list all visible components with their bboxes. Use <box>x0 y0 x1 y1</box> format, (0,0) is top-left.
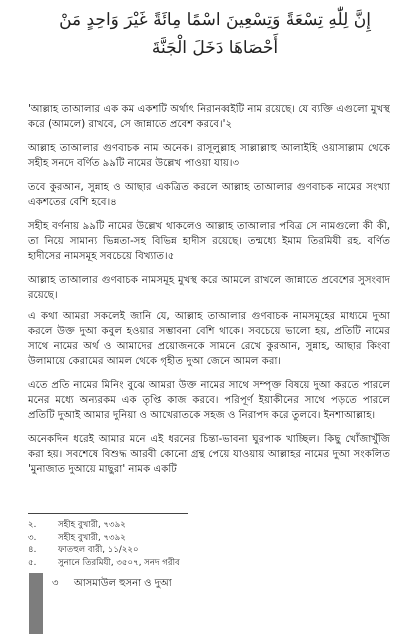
footnote-number: ৫. <box>28 557 37 568</box>
paragraph: তবে কুরআন, সুন্নাহ ও আছার একত্রিত করলে আল্লাহ তাআলার গুণবাচক নামের সংখ্যা একশতের বেশি হবে।৪ <box>28 182 390 208</box>
footnote-text: ফাতহুল বারী, ১১/২২০ <box>58 545 139 555</box>
footnote <box>28 519 328 532</box>
paragraph: এতে প্রতি নামের মিনিং বুঝে আমরা উক্ত নামের সাথে সম্পৃক্ত বিষয়ে দুআ করতে পারলে মনের মধ্যে অন্যরকম এক তৃপ্তি কাজ করবে। পরিপূর্ণ ইয়াকীনের সাথে পড়তে পারলে প্রতিটি দুআই আমার দুনিয়া ও আখেরাতকে সহজ ও নিরাপদ করে তুলবে। ইনশাআল্লাহ। <box>28 380 390 421</box>
footnote-number: ৪. <box>28 545 37 555</box>
footnote-text: সহীহ বুখারী, ৭৩৯২ <box>58 520 126 530</box>
paragraph: অনেকদিন ধরেই আমার মনে এই ধরনের চিন্তা-ভাবনা ঘুরপাক খাচ্ছিল। কিছু খোঁজাখুঁজি করা হয়। সবশেষে বিশুদ্ধ আরবী কোনো গ্রন্থ পেয়ে যাওয়ায় আল্লাহর নামের দুআ সংকলিত 'মুনাজাত দুআয়ে মাছুরা' নামক একটি <box>28 434 390 475</box>
paragraph: সহীহ বর্ণনায় ৯৯টি নামের উল্লেখ থাকলেও আল্লাহ তাআলার পবিত্র সে নামগুলো কী কী, তা নিয়ে সামান্য ভিন্নতা-সহ বিভিন্ন হাদীস রয়েছে। তন্মধ্যে ইমাম তিরমিযী রহ. বর্ণিত হাদীসের নামসমূহ সবচেয়ে বিখ্যাত।৫ <box>28 221 390 262</box>
footnote-separator <box>28 513 188 514</box>
footnote-number: ২. <box>28 520 37 530</box>
paragraph: এ কথা আমরা সকলেই জানি যে, আল্লাহ তাআলার গুণবাচক নামসমূহের মাধ্যমে দুআ করলে উক্ত দুআ কবুল হওয়ার সম্ভাবনা বেশি থাকে। সবচেয়ে ভালো হয়, প্রতিটি নামের সাথে নামের অর্থ ও আমাদের প্রয়োজনকে সামনে রেখে কুরআন, সুন্নাহ, আছার কিংবা উলামায়ে কেরামের আমল থেকে গৃহীত দুআ জেনে আমল করা। <box>28 311 390 367</box>
footnote <box>28 557 328 570</box>
arabic-verse: إِنَّ لِلّٰهِ تِسْعَةً وَتِسْعِينَ اسْمًا مِائَةً غَيْرَ وَاحِدٍ مَنْ أَحْصَاهَا دَخَلَ الْجَنَّةَ <box>59 10 371 58</box>
running-title: আসমাউল হুসনা ও দুআ <box>74 578 172 589</box>
footnote <box>28 544 328 557</box>
page-number: ৩ <box>52 578 59 589</box>
paragraph: আল্লাহ তাআলার গুণবাচক নাম অনেক। রাসূলুল্লাহ সাল্লাল্লাহু আলাইহি ওয়াসাল্লাম থেকে সহীহ সনদে বর্ণিত ৯৯টি নামের উল্লেখ পাওয়া যায়।৩ <box>28 143 390 169</box>
paragraph: 'আল্লাহ তাআলার এক কম একশটি অর্থাৎ নিরানব্বইটি নাম রয়েছে। যে ব্যক্তি এগুলো মুখস্থ করে (আমলে) রাখবে, সে জান্নাতে প্রবেশ করবে।'২ <box>28 104 390 130</box>
footer-bar <box>29 573 43 634</box>
footnote-number: ৩. <box>28 532 37 543</box>
footnotes <box>28 519 328 569</box>
footnote <box>28 532 328 545</box>
body-text <box>28 102 390 486</box>
footnote-text: সহীহ বুখারী, ৭৩৯২ <box>58 532 126 543</box>
paragraph: আল্লাহ তাআলার গুণবাচক নামসমূহ মুখস্থ করে আমলে রাখলে জান্নাতে প্রবেশের সুসংবাদ রয়েছে। <box>28 275 390 301</box>
footnote-text: সুনানে তিরমিযী, ৩৫০৭, সনদ গরীব <box>58 557 180 568</box>
